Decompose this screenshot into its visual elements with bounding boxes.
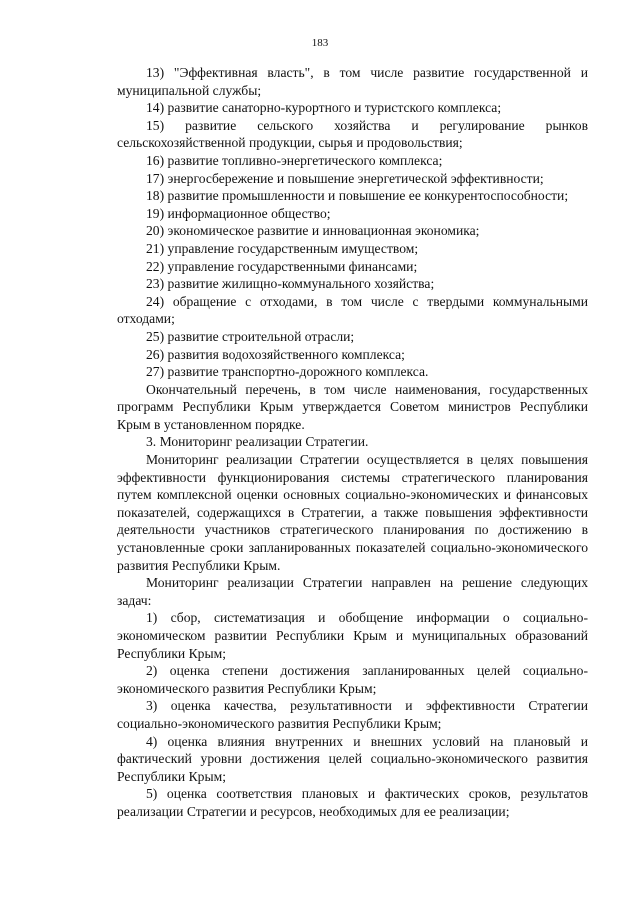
section-heading: 3. Мониторинг реализации Стратегии. (146, 434, 369, 450)
paragraph: 16) развитие топливно-энергетического комплекса; (146, 152, 443, 168)
paragraph: 23) развитие жилищно-коммунального хозяйства; (146, 276, 435, 292)
page-number: 183 (311, 37, 329, 49)
paragraph: 3) оценка качества, результативности и эффективности Стратегии социально-экономического развития Республики Крым; (117, 698, 588, 731)
paragraph: 27) развитие транспортно-дорожного комплекса. (146, 364, 429, 380)
paragraph: 4) оценка влияния внутренних и внешних условий на плановый и фактический уровни достижения целей социально-экономического развития Республики Крым; (117, 733, 588, 784)
paragraph: 1) сбор, систематизация и обобщение информации о социально-экономическом развитии Республики Крым и муниципальных образований Республики Крым; (117, 610, 588, 661)
paragraph: 20) экономическое развитие и инновационная экономика; (146, 223, 480, 239)
paragraph: 18) развитие промышленности и повышение ее конкурентоспособности; (146, 188, 569, 204)
paragraph: Окончательный перечень, в том числе наименования, государственных программ Республики Крым утверждается Советом министров Республики Крым в установленном порядке. (117, 381, 588, 432)
paragraph: 25) развитие строительной отрасли; (146, 328, 355, 344)
paragraph: 26) развития водохозяйственного комплекса; (146, 346, 405, 362)
document-body (117, 64, 588, 821)
paragraph: Мониторинг реализации Стратегии осуществляется в целях повышения эффективности функционирования системы стратегического планирования путем комплексной оценки основных социально-экономических и финансовых показателей, содержащихся в Стратегии, а также повышения эффективности деятельности участников стратегического планирования по достижению в установленные сроки запланированных показателей социально-экономического развития Республики Крым. (117, 452, 588, 573)
paragraph: 5) оценка соответствия плановых и фактических сроков, результатов реализации Стратегии и ресурсов, необходимых для ее реализации; (117, 786, 588, 819)
paragraph: Мониторинг реализации Стратегии направлен на решение следующих задач: (117, 575, 588, 608)
paragraph: 22) управление государственными финансами; (146, 258, 418, 274)
paragraph: 21) управление государственным имуществом; (146, 240, 419, 256)
paragraph: 17) энергосбережение и повышение энергетической эффективности; (146, 170, 544, 186)
paragraph: 2) оценка степени достижения запланированных целей социально-экономического развития Республики Крым; (117, 663, 588, 696)
paragraph: 24) обращение с отходами, в том числе с твердыми коммунальными отходами; (117, 293, 588, 327)
paragraph: 13) "Эффективная власть", в том числе развитие государственной и муниципальной службы; (117, 65, 588, 98)
paragraph: 15) развитие сельского хозяйства и регулирование рынков сельскохозяйственной продукции, сырья и продовольствия; (117, 117, 588, 151)
paragraph: 14) развитие санаторно-курортного и туристского комплекса; (146, 100, 502, 116)
paragraph: 19) информационное общество; (146, 205, 331, 221)
